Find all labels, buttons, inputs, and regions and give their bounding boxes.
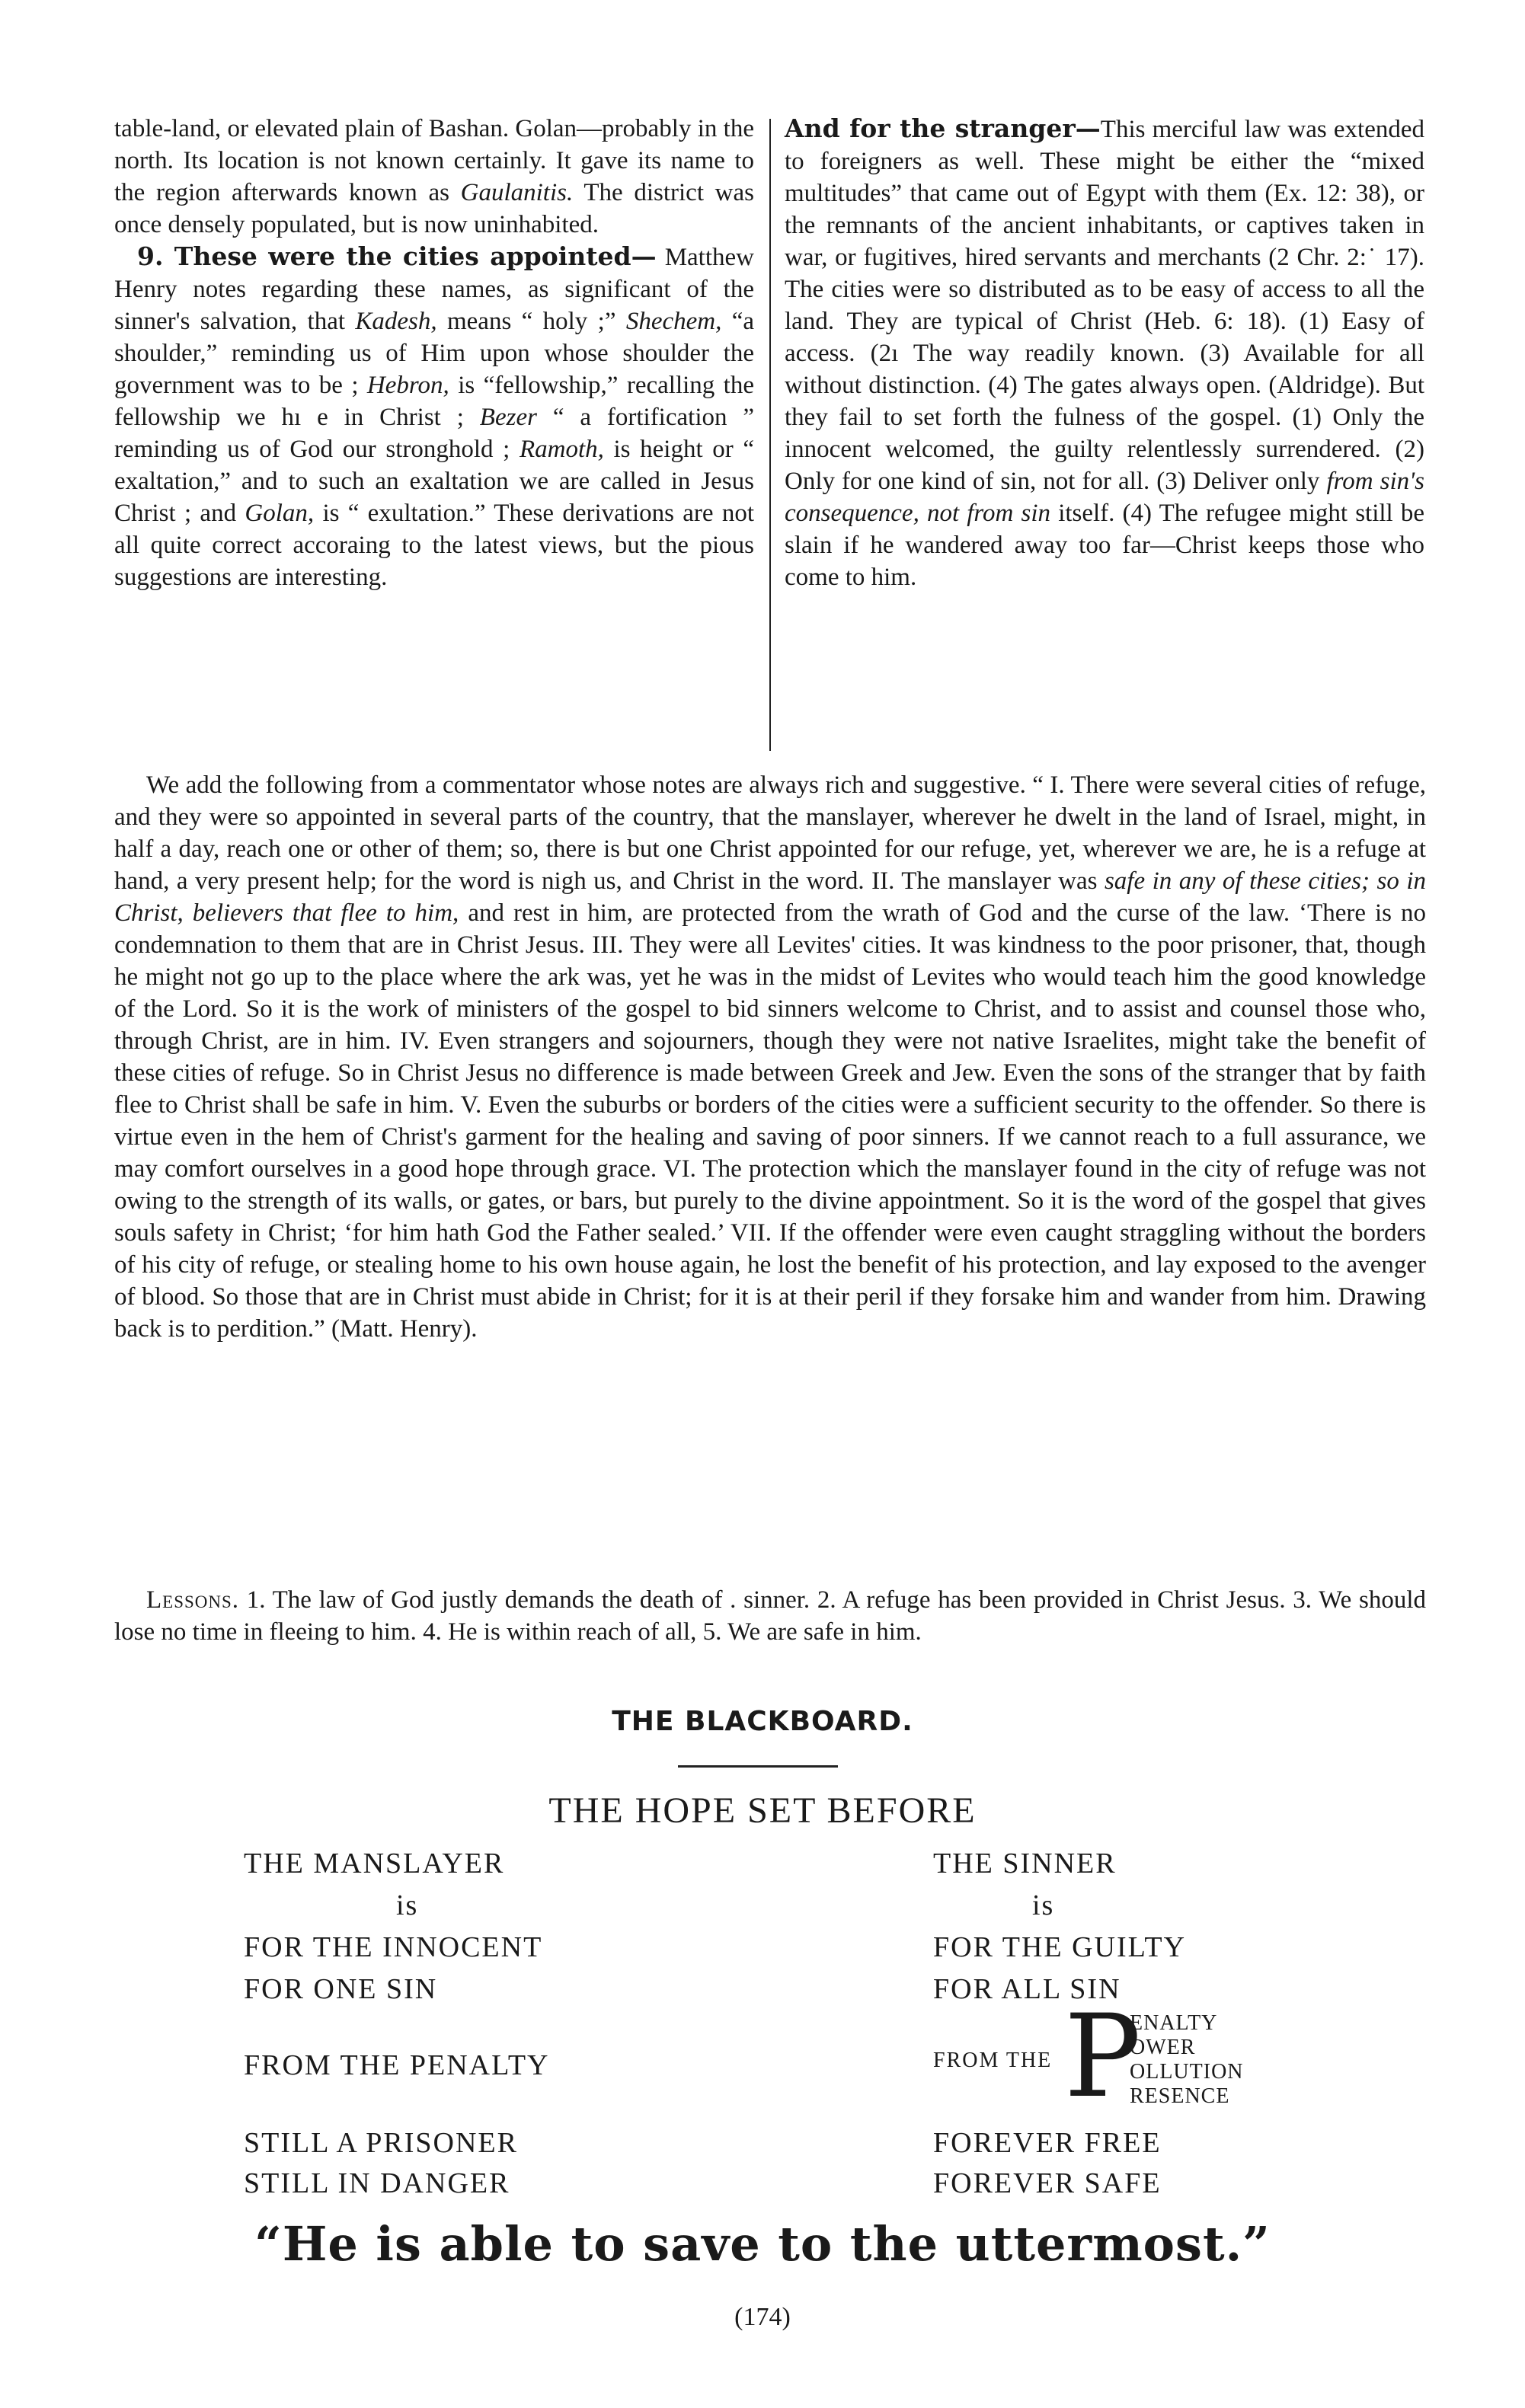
row-right-1: FOR THE GUILTY [933,1931,1187,1963]
column-divider [769,119,771,751]
blackboard-heading: THE HOPE SET BEFORE [548,1790,977,1831]
penalty-right-label: FROM THE [933,2049,1053,2072]
commentary-paragraph: We add the following from a commentator whose notes are always rich and suggestive. “ I. There were several cities of refuge, and they were so appointed in several parts of the country, that the manslayer, wherever he dwelt in the land of Israel, might, in half a day, reach one or other of them; so, there is but one Christ appointed for our refuge, yet, wherever we are, he is a refuge at hand, a very present help; for the word is nigh us, and Christ in the word. II. The manslayer was safe in any of these cities; so in Christ, believers that flee to him, and rest in him, are protected from the wrath of God and the curse of the law. ‘There is no condemnation to them that are in Christ Jesus. III. They were all Levites' cities. It was kindness to the poor prisoner, that, though he might not go up to the place where the ark was, yet he was in the midst of Levites who would teach him the good knowledge of the Lord. So it is the work of ministers of the gospel to bid sinners welcome to Christ, and to assist and counsel those who, through Christ, are in him. IV. Even strangers and sojourners, though they were not native Israelites, might take the benefit of these cities of refuge. So in Christ Jesus no difference is made between Greek and Jew. Even the sons of the stranger that by faith flee to Christ shall be safe in him. V. Even the suburbs or borders of the cities were a sufficient security to the offender. So there is virtue even in the hem of Christ's garment for the healing and saving of poor sinners. If we cannot reach to a full assurance, we may comfort ourselves in a good hope through grace. VI. The protection which the manslayer found in the city of refuge was not owing to the strength of its walls, or gates, or bars, but purely to the divine appointment. So it is the word of the gospel that gives souls safety in Christ; ‘for him hath God the Father sealed.’ VII. If the offender were even caught straggling without the borders of his city of refuge, or stealing home to his own house again, he lost the benefit of his protection, and lay exposed to the avenger of blood. So those that are in Christ must abide in Christ; for it is at their peril if they forsake him and wander from him. Drawing back is to perdition.” (Matt. Henry). [114,771,1427,1343]
lessons-paragraph: Lessons. 1. The law of God justly demands the death of . sinner. 2. A refuge has been provided in Christ Jesus. 3. We should lose no time in fleeing to him. 4. He is within reach of all, 5. We are safe in him. [114,1586,1426,1646]
two-column-section [114,113,1424,754]
acrostic-word-2: OWER [1130,2036,1196,2059]
motto: “He is able to save to the uttermost.” [254,2216,1271,2272]
page-number: (174) [734,2303,791,2331]
lessons-label: Lessons. [146,1586,240,1614]
verse-heading-stranger: And for the stranger— [785,113,1101,143]
p-acrostic [933,1991,1314,2123]
verse-heading-9: 9. These were the cities appointed— [137,241,657,271]
row-left-4: STILL IN DANGER [244,2167,510,2199]
right-column [785,113,1424,593]
left-paragraph-2: 9. These were the cities appointed— Matthew Henry notes regarding these names, as significant of the sinner's salvation, that Kadesh, means “ holy ;” Shechem, “a shoulder,” reminding us of Him upon whose shoulder the government was to be ; Hebron, is “fellowship,” recalling the fellowship we hı e in Christ ; Bezer “ a fortification ” reminding us of God our stronghold ; Ramoth, is height or “ exaltation,” and to such an exaltation we are called in Jesus Christ ; and Golan, is “ exultation.” These derivations are not all quite correct accoraing to the latest views, but the pious suggestions are interesting. [114,241,755,591]
big-letter-p: P [1064,1991,1141,2123]
penalty-left: FROM THE PENALTY [244,2049,550,2081]
blackboard-title: THE BLACKBOARD. [612,1706,913,1737]
acrostic-word-3: OLLUTION [1130,2060,1244,2084]
left-subject: THE MANSLAYER [244,1848,505,1879]
row-right-3: FOREVER FREE [933,2127,1162,2159]
acrostic-word-4: RESENCE [1130,2084,1230,2108]
right-is: is [1032,1889,1055,1921]
row-left-3: STILL A PRISONER [244,2127,518,2159]
row-left-2: FOR ONE SIN [244,1973,438,2005]
left-paragraph-1: table-land, or elevated plain of Bashan. Golan—probably in the north. Its location is not known certainly. It gave its name to the region afterwards known as Gaulanitis. The district was once densely populated, but is now uninhabited. [114,115,754,238]
blackboard-rule [678,1765,838,1768]
left-column [114,113,754,593]
right-subject: THE SINNER [933,1848,1117,1879]
row-left-1: FOR THE INNOCENT [244,1931,543,1963]
left-is: is [396,1889,419,1921]
row-right-4: FOREVER SAFE [933,2167,1162,2199]
right-paragraph: And for the stranger—This merciful law was extended to foreigners as well. These might be either the “mixed multitudes” that came out of Egypt with them (Ex. 12: 38), or the remnants of the ancient inhabitants, or captives taken in war, or fugitives, hired servants and merchants (2 Chr. 2:˙ 17). The cities were so distributed as to be easy of access to all the land. They are typical of Christ (Heb. 6: 18). (1) Easy of access. (2ı The way readily known. (3) Available for all without distinction. (4) The gates always open. (Aldridge). But they fail to set forth the fulness of the gospel. (1) Only the innocent welcomed, the guilty relentlessly surrendered. (2) Only for one kind of sin, not for all. (3) Deliver only from sin's consequence, not from sin itself. (4) The refugee might still be slain if he wandered away too far—Christ keeps those who come to him. [785,113,1425,591]
acrostic-word-1: ENALTY [1130,2011,1218,2035]
row-right-2: FOR ALL SIN [933,1973,1121,2005]
